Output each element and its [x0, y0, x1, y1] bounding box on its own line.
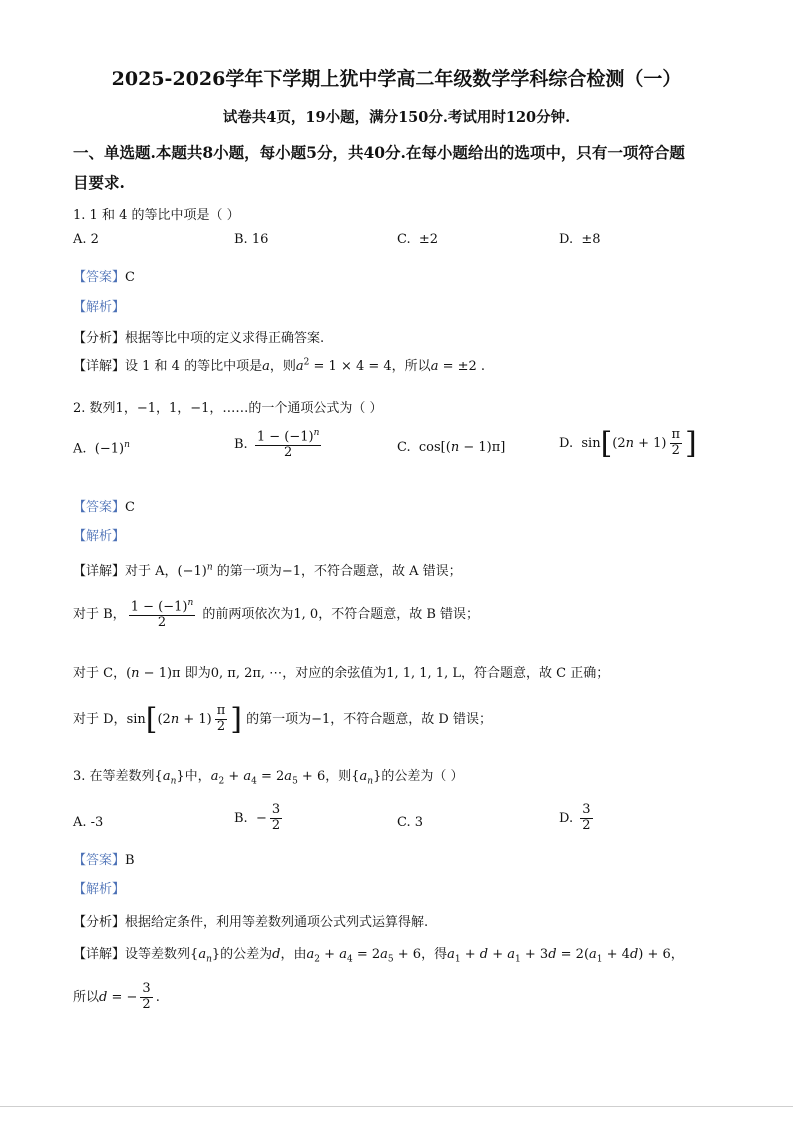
- q3-stem: 3. 在等差数列$\{a_n\}$中，$a_2 + a_4 = 2a_5 + 6$，则$\{a_n\}$的公差为（ ）: [73, 769, 464, 787]
- q2-option-c: C. cos[(n − 1)π]: [397, 440, 506, 455]
- q3-answer: 【答案】B: [73, 853, 135, 868]
- q3-conclusion: 所以d = − $\frac{3}{2}$ .: [73, 981, 160, 1012]
- q1-analysis-tag: 【解析】: [73, 300, 126, 315]
- q2-detail-a: 【详解】对于 A，$(-1)^n$ 的第一项为−1，不符合题意，故 A 错误；: [73, 562, 462, 579]
- q2-detail-b: 对于 B， $\frac{1 - (-1)^n}{2}$ 的前两项依次为1, 0，不符合题意，故 B 错误；: [73, 598, 480, 631]
- q3-option-c: C. 3: [397, 815, 424, 830]
- q1-option-c: C. ±2: [397, 232, 439, 247]
- section-heading-line2: 目要求.: [73, 173, 125, 192]
- q3-detail: 【详解】设等差数列$\{a_n\}$的公差为d，由$a_2 + a_4 = 2a_5 + 6$，得$a_1 + d + a_1 + 3d = 2(a_1 + 4d) + 6$，: [73, 947, 684, 965]
- q2-answer: 【答案】C: [73, 500, 135, 515]
- q1-option-d: D. ±8: [559, 232, 601, 247]
- q3-option-b: B. − $\frac{3}{2}$: [234, 802, 281, 833]
- q1-stem: 1. 1 和 4 的等比中项是（ ）: [73, 208, 240, 223]
- q1-fenxi: 【分析】根据等比中项的定义求得正确答案.: [73, 331, 325, 346]
- q1-detail: 【详解】设 1 和 4 的等比中项是a，则$a^2 = 1 \times 4 = 4$，所以a = ±2 .: [73, 357, 486, 374]
- section-heading-line1: 一、单选题.本题共8小题，每小题5分，共40分.在每小题给出的选项中，只有一项符合题: [73, 143, 685, 162]
- q1-answer: 【答案】C: [73, 270, 135, 285]
- q1-option-b: B. 16: [234, 232, 269, 247]
- q3-analysis-tag: 【解析】: [73, 882, 126, 897]
- q2-option-d: D. sin[(2n + 1) $\frac{\pi}{2}$ ]: [559, 426, 697, 461]
- page-bottom-rule: [0, 1106, 793, 1107]
- q2-stem: 2. 数列1，−1，1，−1，……的一个通项公式为（ ）: [73, 401, 383, 416]
- q3-option-d: D. $\frac{3}{2}$: [559, 802, 591, 833]
- q2-analysis-tag: 【解析】: [73, 529, 126, 544]
- exam-subtitle: 试卷共4页，19小题，满分150分.考试用时120分钟.: [222, 109, 571, 126]
- q2-option-a: A. $(-1)^n$: [73, 440, 130, 457]
- q2-option-b: B. $\frac{1 - (-1)^n}{2}$: [234, 428, 320, 461]
- q1-option-a: A. 2: [73, 232, 99, 247]
- q2-detail-d: 对于 D，sin[(2n + 1) $\frac{\pi}{2}$ ] 的第一项为−1，不符合题意，故 D 错误；: [73, 702, 492, 737]
- q3-fenxi: 【分析】根据给定条件，利用等差数列通项公式列式运算得解.: [73, 915, 429, 930]
- q2-detail-c: 对于 C，(n − 1)π 即为0, π, 2π, ⋯，对应的余弦值为1, 1, 1, 1, L，符合题意，故 C 正确；: [73, 666, 610, 681]
- exam-title: 2025-2026学年下学期上犹中学高二年级数学学科综合检测（一）: [111, 68, 682, 90]
- q3-option-a: A. -3: [73, 815, 104, 830]
